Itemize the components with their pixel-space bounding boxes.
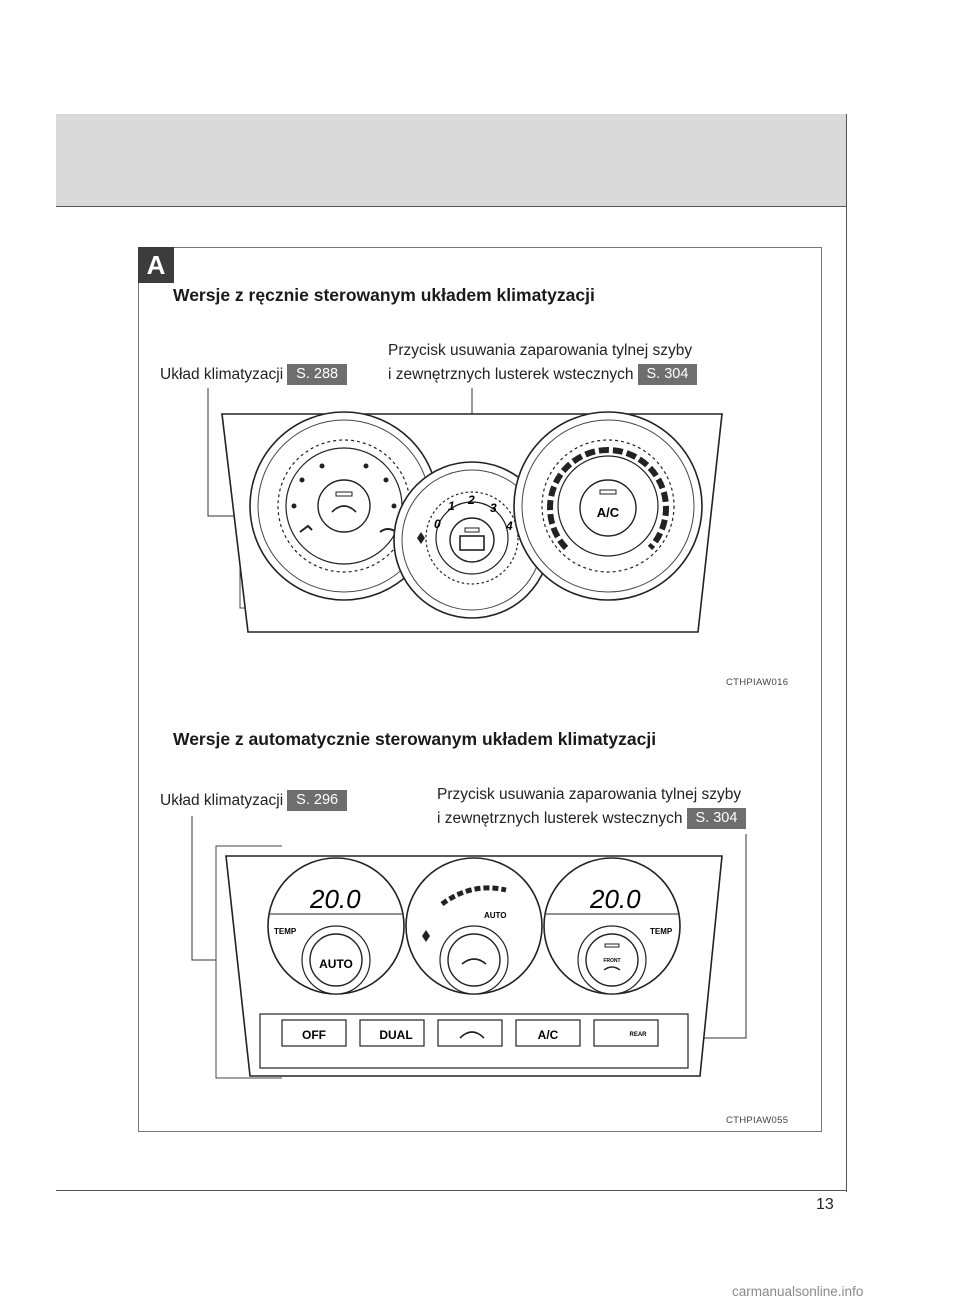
manual-panel-illustration — [150, 380, 810, 650]
page-number: 13 — [816, 1196, 834, 1213]
auto-defog-line2: i zewnętrznych lusterek wstecznych — [437, 810, 683, 827]
manual-ac-button-label: A/C — [596, 505, 620, 520]
manual-defog-line1: Przycisk usuwania zaparowania tylnej szyby — [388, 342, 693, 359]
btn-rear-label: REAR — [629, 1032, 647, 1038]
automatic-figure-code: CTHPIAW055 — [726, 1115, 789, 1126]
right-temp-display: 20.0 — [590, 884, 641, 914]
right-margin-rule — [846, 114, 847, 1192]
fan-speed-0: 0 — [434, 517, 441, 531]
manual-ac-label: Układ klimatyzacji — [160, 366, 284, 383]
auto-knob-label: AUTO — [319, 957, 353, 971]
btn-rear-defog[interactable] — [594, 1020, 658, 1046]
auto-ac-label: Układ klimatyzacji — [160, 792, 284, 809]
manual-defog-page-badge[interactable]: S. 304 — [638, 364, 698, 385]
fan-speed-3: 3 — [490, 501, 497, 515]
fan-speed-4: 4 — [506, 519, 513, 533]
auto-defog-line1: Przycisk usuwania zaparowania tylnej szyby — [437, 786, 742, 803]
footer-rule — [56, 1190, 846, 1191]
manual-ac-page-badge[interactable]: S. 288 — [287, 364, 347, 385]
watermark: carmanualsonline.info — [732, 1284, 864, 1299]
auto-ac-page-badge[interactable]: S. 296 — [287, 790, 347, 811]
auto-defog-page-badge[interactable]: S. 304 — [687, 808, 747, 829]
header-rule — [56, 206, 846, 207]
manual-figure-code: CTHPIAW016 — [726, 677, 789, 688]
fan-speed-1: 1 — [448, 499, 455, 513]
manual-defog-line2: i zewnętrznych lusterek wstecznych — [388, 366, 634, 383]
auto-ac-callout — [160, 790, 347, 812]
header-band — [56, 114, 846, 206]
fan-auto-label: AUTO — [484, 911, 507, 920]
left-temp-label: TEMP — [274, 927, 297, 936]
btn-off-label: OFF — [302, 1028, 326, 1042]
section-badge: A — [138, 247, 174, 283]
btn-ac-label: A/C — [537, 1028, 559, 1042]
automatic-heading: Wersje z automatycznie sterowanym układem klimatyzacji — [173, 729, 657, 749]
left-temp-display: 20.0 — [310, 884, 361, 914]
manual-heading: Wersje z ręcznie sterowanym układem klimatyzacji — [173, 285, 595, 305]
right-temp-label: TEMP — [650, 927, 673, 936]
btn-dual-label: DUAL — [379, 1028, 413, 1042]
front-defog-label: FRONT — [603, 958, 621, 964]
fan-speed-2: 2 — [468, 493, 475, 507]
automatic-panel-illustration — [150, 812, 810, 1092]
